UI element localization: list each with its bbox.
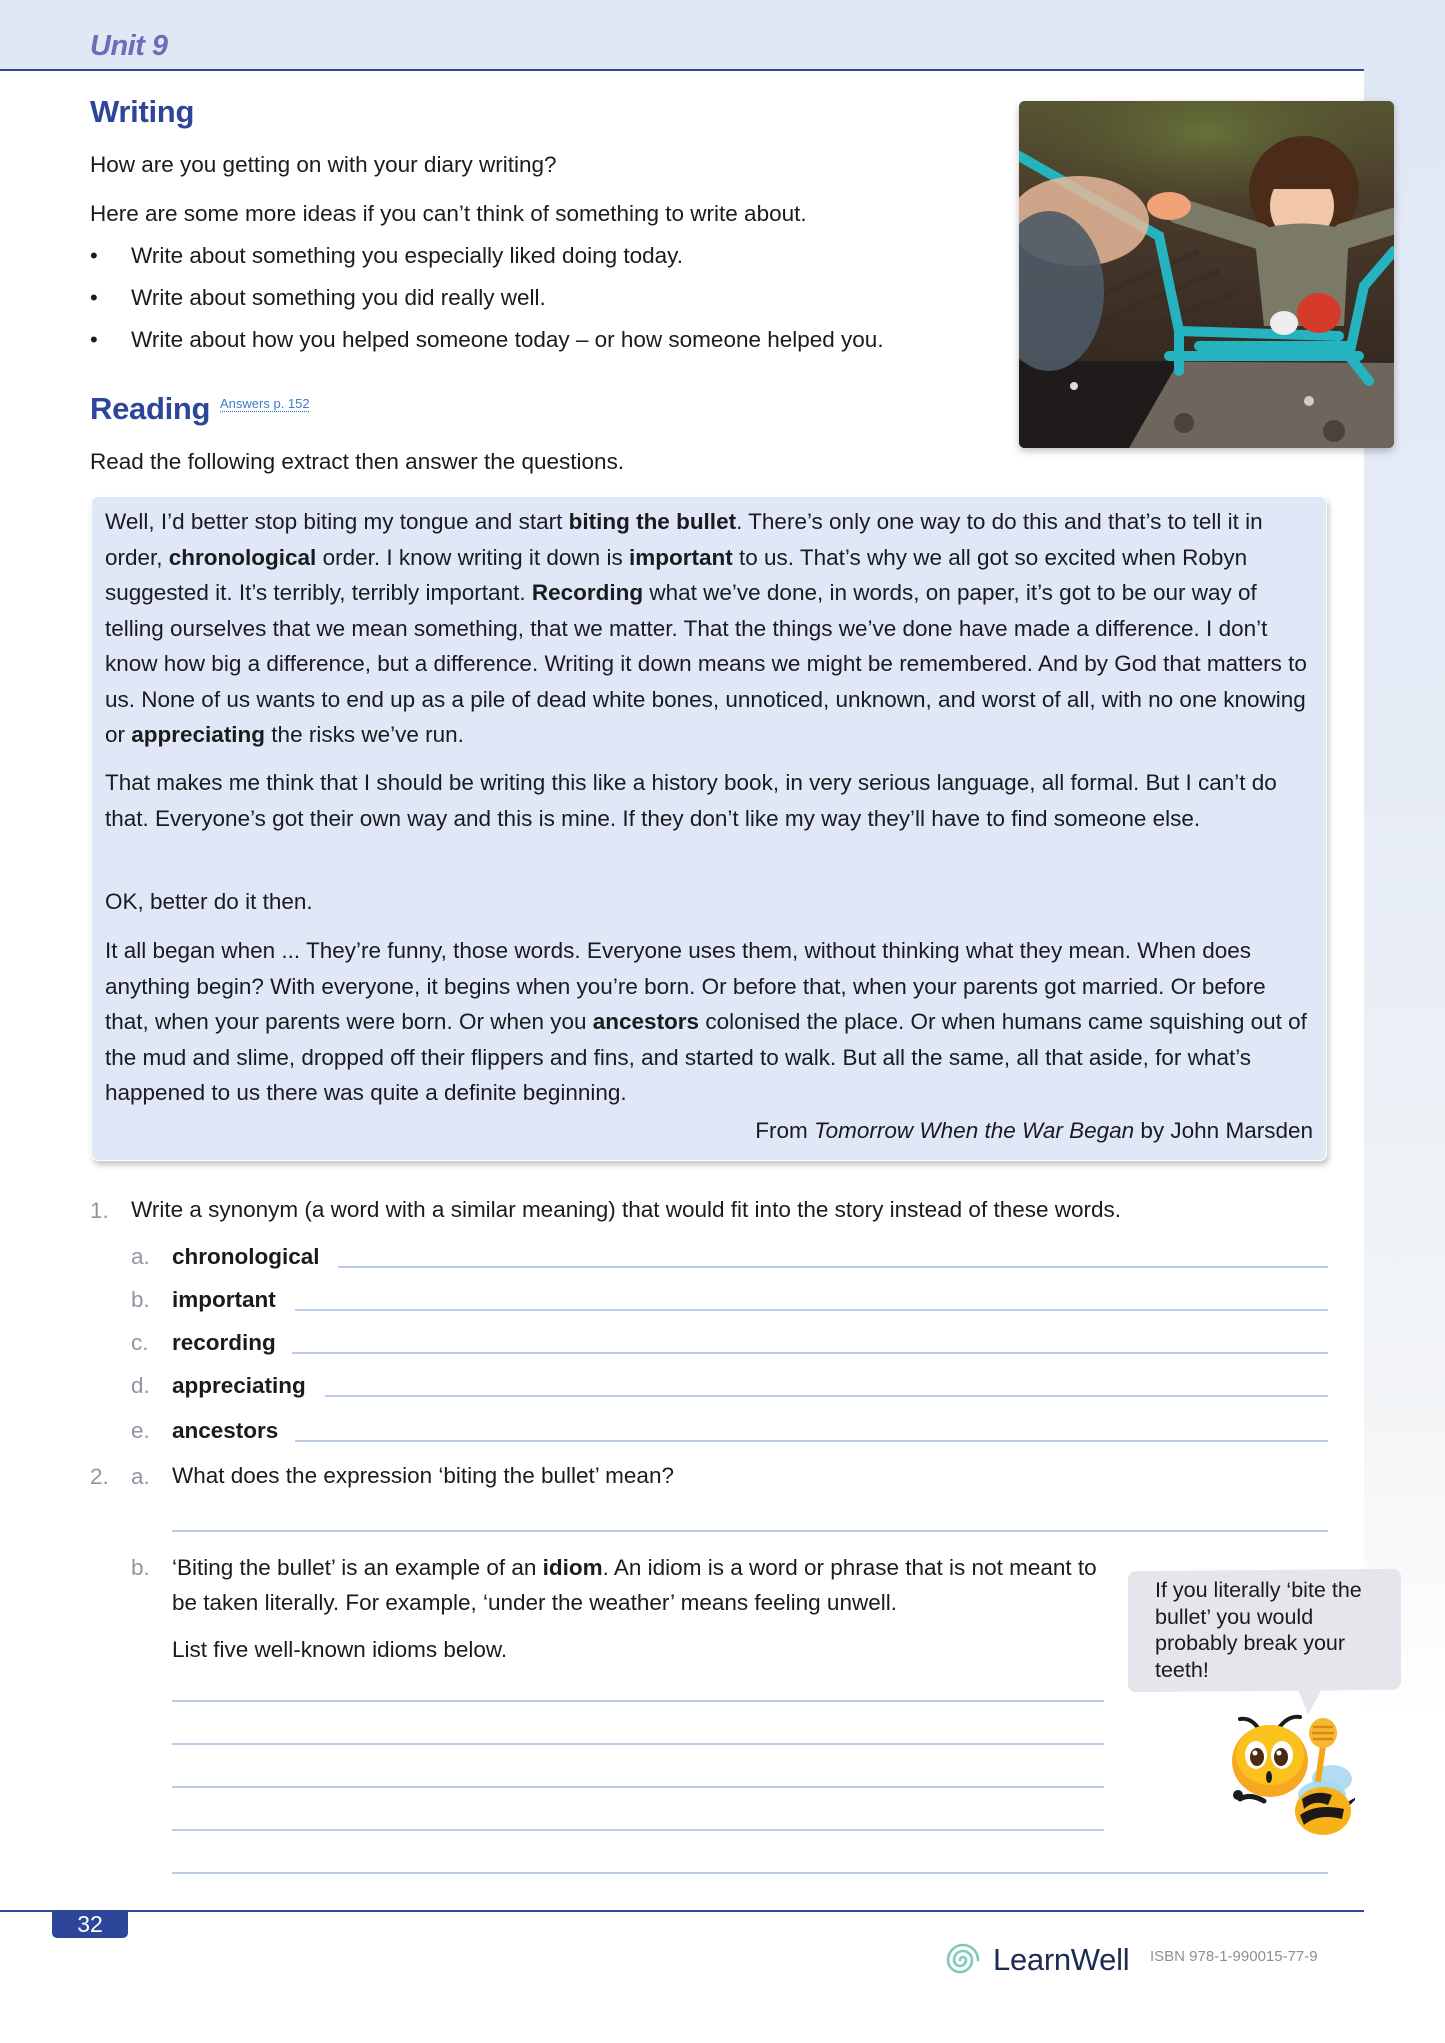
extract-text: to us. That’s why we all got so excited when Robyn suggested it. It’s terribly, terribly important. [105, 544, 1248, 605]
extract-text: . There’s only one way to do this and that’s to tell it in order, [105, 509, 1263, 570]
idiom-answer-3[interactable] [172, 1758, 1104, 1786]
item-letter: b. [131, 1287, 150, 1312]
answer-line [172, 1743, 1104, 1745]
question-1-number: 1. [90, 1198, 109, 1223]
item-letter: e. [131, 1418, 150, 1443]
highlighted-vocab-word: biting the bullet [568, 509, 737, 534]
synonym-target-word: important [172, 1287, 276, 1312]
publisher-name: LearnWell [993, 1942, 1130, 1977]
isbn-label: ISBN 978-1-990015-77-9 [1150, 1948, 1318, 1965]
answer-line [172, 1700, 1104, 1702]
idiom-answer-1[interactable] [172, 1672, 1104, 1700]
idiom-answer-5[interactable] [172, 1844, 1328, 1872]
extract-text: order. I know writing it down is [316, 544, 629, 570]
extract-text: OK, better do it then. [105, 889, 313, 914]
extract-source: From Tomorrow When the War Began by John Marsden [755, 1118, 1313, 1143]
bullet-icon: • [90, 285, 98, 310]
book-title: Tomorrow When the War Began [813, 1118, 1135, 1143]
writing-heading: Writing [90, 94, 195, 129]
idiom-answer-4[interactable] [172, 1801, 1104, 1829]
biting-bullet-answer[interactable] [172, 1502, 1328, 1530]
bullet-icon: • [90, 243, 98, 268]
bullet-icon: • [90, 327, 98, 352]
synonym-target-word: ancestors [172, 1418, 279, 1443]
spiral-logo-icon [943, 1939, 983, 1981]
answer-line [325, 1395, 1328, 1397]
highlighted-vocab-word: important [628, 544, 733, 570]
idiom-answer-2[interactable] [172, 1715, 1104, 1743]
extract-paragraph-3 [105, 884, 1315, 920]
extract-text: It all began when ... They’re funny, those words. Everyone uses them, without thinking what they mean. When does anything begin? With everyone, it begins when you’re born. Or before that, when your parents got married. Or before that, when your parents were born. Or when you [105, 938, 1266, 1034]
extract-paragraph-2 [105, 765, 1315, 836]
extract-paragraph-4 [105, 933, 1315, 1111]
synonym-target-word: chronological [172, 1244, 320, 1269]
question-1-prompt: Write a synonym (a word with a similar meaning) that would fit into the story instead of these words. [131, 1197, 1122, 1222]
header-divider [0, 69, 1364, 71]
reading-instruction: Read the following extract then answer the questions. [90, 449, 625, 474]
extract-box [91, 496, 1327, 1161]
speech-bubble-tail [1298, 1689, 1322, 1715]
footer-divider [0, 1910, 1364, 1912]
highlighted-vocab-word: appreciating [131, 722, 266, 747]
writing-ideas-lead: Here are some more ideas if you can’t think of something to write about. [90, 201, 807, 226]
synonym-answer-c[interactable] [292, 1326, 1328, 1354]
highlighted-vocab-word: Recording [531, 580, 644, 605]
writing-intro: How are you getting on with your diary writing? [90, 152, 557, 177]
playground-photo [1019, 101, 1394, 448]
question-2a-prompt: What does the expression ‘biting the bullet’ mean? [172, 1463, 674, 1488]
extract-text: Well, I’d better stop biting my tongue and start [105, 509, 569, 534]
extract-text: what we’ve done, in words, on paper, it’s got to be our way of telling ourselves that we mean something, that we matter. That the things we’ve done have made a difference. I don’t know how big a difference, but a difference. Writing it down means we might be remembered. And by God that matters to us. None of us wants to end up as a pile of dead white bones, unnoticed, unknown, and worst of all, with no one knowing or [105, 580, 1307, 747]
item-letter: c. [131, 1330, 149, 1355]
answer-line [295, 1440, 1328, 1442]
photo-image-icon [1019, 101, 1394, 448]
answer-line [172, 1829, 1104, 1831]
answers-link[interactable]: Answers p. 152 [220, 396, 310, 411]
extract-paragraph-1 [105, 504, 1315, 753]
item-letter: a. [131, 1244, 150, 1269]
idiom-term: idiom [542, 1555, 603, 1580]
question-2-number: 2. [90, 1464, 109, 1489]
item-letter: d. [131, 1373, 150, 1398]
answer-line [292, 1352, 1328, 1354]
extract-text: That makes me think that I should be writing this like a history book, in very serious language, all formal. But I can’t do that. Everyone’s got their own way and this is mine. If they don’t like my way they’ll have to find someone else. [105, 770, 1277, 831]
synonym-answer-d[interactable] [325, 1369, 1328, 1397]
synonym-target-word: recording [172, 1330, 276, 1355]
answer-line [172, 1786, 1104, 1788]
item-letter: a. [131, 1464, 150, 1489]
item-letter: b. [131, 1555, 150, 1580]
highlighted-vocab-word: chronological [168, 544, 317, 570]
question-2b-instruction: List five well-known idioms below. [172, 1637, 508, 1662]
reading-heading: Reading [90, 391, 211, 426]
extract-text: colonised the place. Or when humans came squishing out of the mud and slime, dropped off their flippers and fins, and started to walk. But all the same, all that aside, for what’s happened to us there was quite a definite beginning. [105, 1009, 1307, 1105]
publisher-logo [943, 1939, 1129, 1981]
header-band [0, 0, 1445, 70]
page-number: 32 [52, 1911, 128, 1938]
answer-line [172, 1872, 1328, 1874]
synonym-answer-e[interactable] [295, 1414, 1328, 1442]
extract-text: the risks we’ve run. [265, 722, 464, 747]
answer-line [172, 1530, 1328, 1532]
synonym-answer-b[interactable] [295, 1283, 1328, 1311]
question-2b-prompt: ‘Biting the bullet’ is an example of an idiom. An idiom is a word or phrase that is not meant to be taken literally. For example, ‘under the weather’ means feeling unwell. [172, 1555, 1097, 1615]
highlighted-vocab-word: ancestors [592, 1009, 700, 1034]
answer-line [338, 1266, 1328, 1268]
answer-line [295, 1309, 1328, 1311]
bee-mascot-icon [1220, 1713, 1355, 1838]
synonym-answer-a[interactable] [338, 1240, 1328, 1268]
mascot-speech: If you literally ‘bite the bullet’ you would probably break your teeth! [1155, 1578, 1362, 1682]
synonym-target-word: appreciating [172, 1373, 306, 1398]
unit-label: Unit 9 [90, 30, 168, 62]
